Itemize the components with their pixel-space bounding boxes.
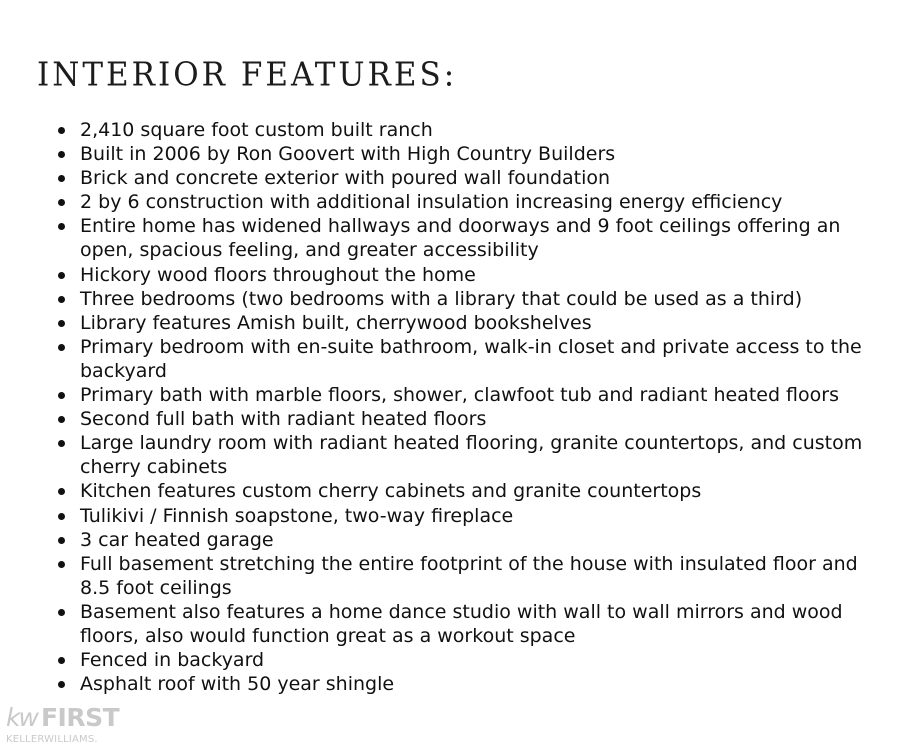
feature-item: Fenced in backyard xyxy=(80,648,880,672)
feature-item: Second full bath with radiant heated floors xyxy=(80,407,880,431)
logo-brand-name: FIRST xyxy=(40,703,120,732)
feature-item: Kitchen features custom cherry cabinets and granite countertops xyxy=(80,479,880,503)
logo-company-name: KELLERWILLIAMS. xyxy=(6,734,98,745)
feature-item: Full basement stretching the entire footprint of the house with insulated floor and 8.5 foot ceilings xyxy=(80,552,880,600)
feature-list xyxy=(50,118,880,696)
feature-item: Large laundry room with radiant heated flooring, granite countertops, and custom cherry cabinets xyxy=(80,431,880,479)
feature-item: Hickory wood floors throughout the home xyxy=(80,263,880,287)
feature-item: 3 car heated garage xyxy=(80,528,880,552)
feature-item: Library features Amish built, cherrywood bookshelves xyxy=(80,311,880,335)
feature-item: Three bedrooms (two bedrooms with a library that could be used as a third) xyxy=(80,287,880,311)
page-title: INTERIOR FEATURES: xyxy=(37,56,458,94)
kw-first-logo xyxy=(6,703,124,749)
feature-item: Primary bedroom with en-suite bathroom, walk-in closet and private access to the backyard xyxy=(80,335,880,383)
feature-item: 2,410 square foot custom built ranch xyxy=(80,118,880,142)
feature-item: 2 by 6 construction with additional insulation increasing energy efficiency xyxy=(80,190,880,214)
feature-item: Brick and concrete exterior with poured wall foundation xyxy=(80,166,880,190)
logo-kw-mark: kw xyxy=(6,703,37,732)
feature-item: Built in 2006 by Ron Goovert with High Country Builders xyxy=(80,142,880,166)
feature-item: Basement also features a home dance studio with wall to wall mirrors and wood floors, also would function great as a workout space xyxy=(80,600,880,648)
feature-item: Primary bath with marble floors, shower, clawfoot tub and radiant heated floors xyxy=(80,383,880,407)
feature-item: Tulikivi / Finnish soapstone, two-way fireplace xyxy=(80,504,880,528)
feature-item: Asphalt roof with 50 year shingle xyxy=(80,672,880,696)
logo-wordmark xyxy=(6,703,119,733)
feature-item: Entire home has widened hallways and doorways and 9 foot ceilings offering an open, spacious feeling, and greater accessibility xyxy=(80,214,880,262)
